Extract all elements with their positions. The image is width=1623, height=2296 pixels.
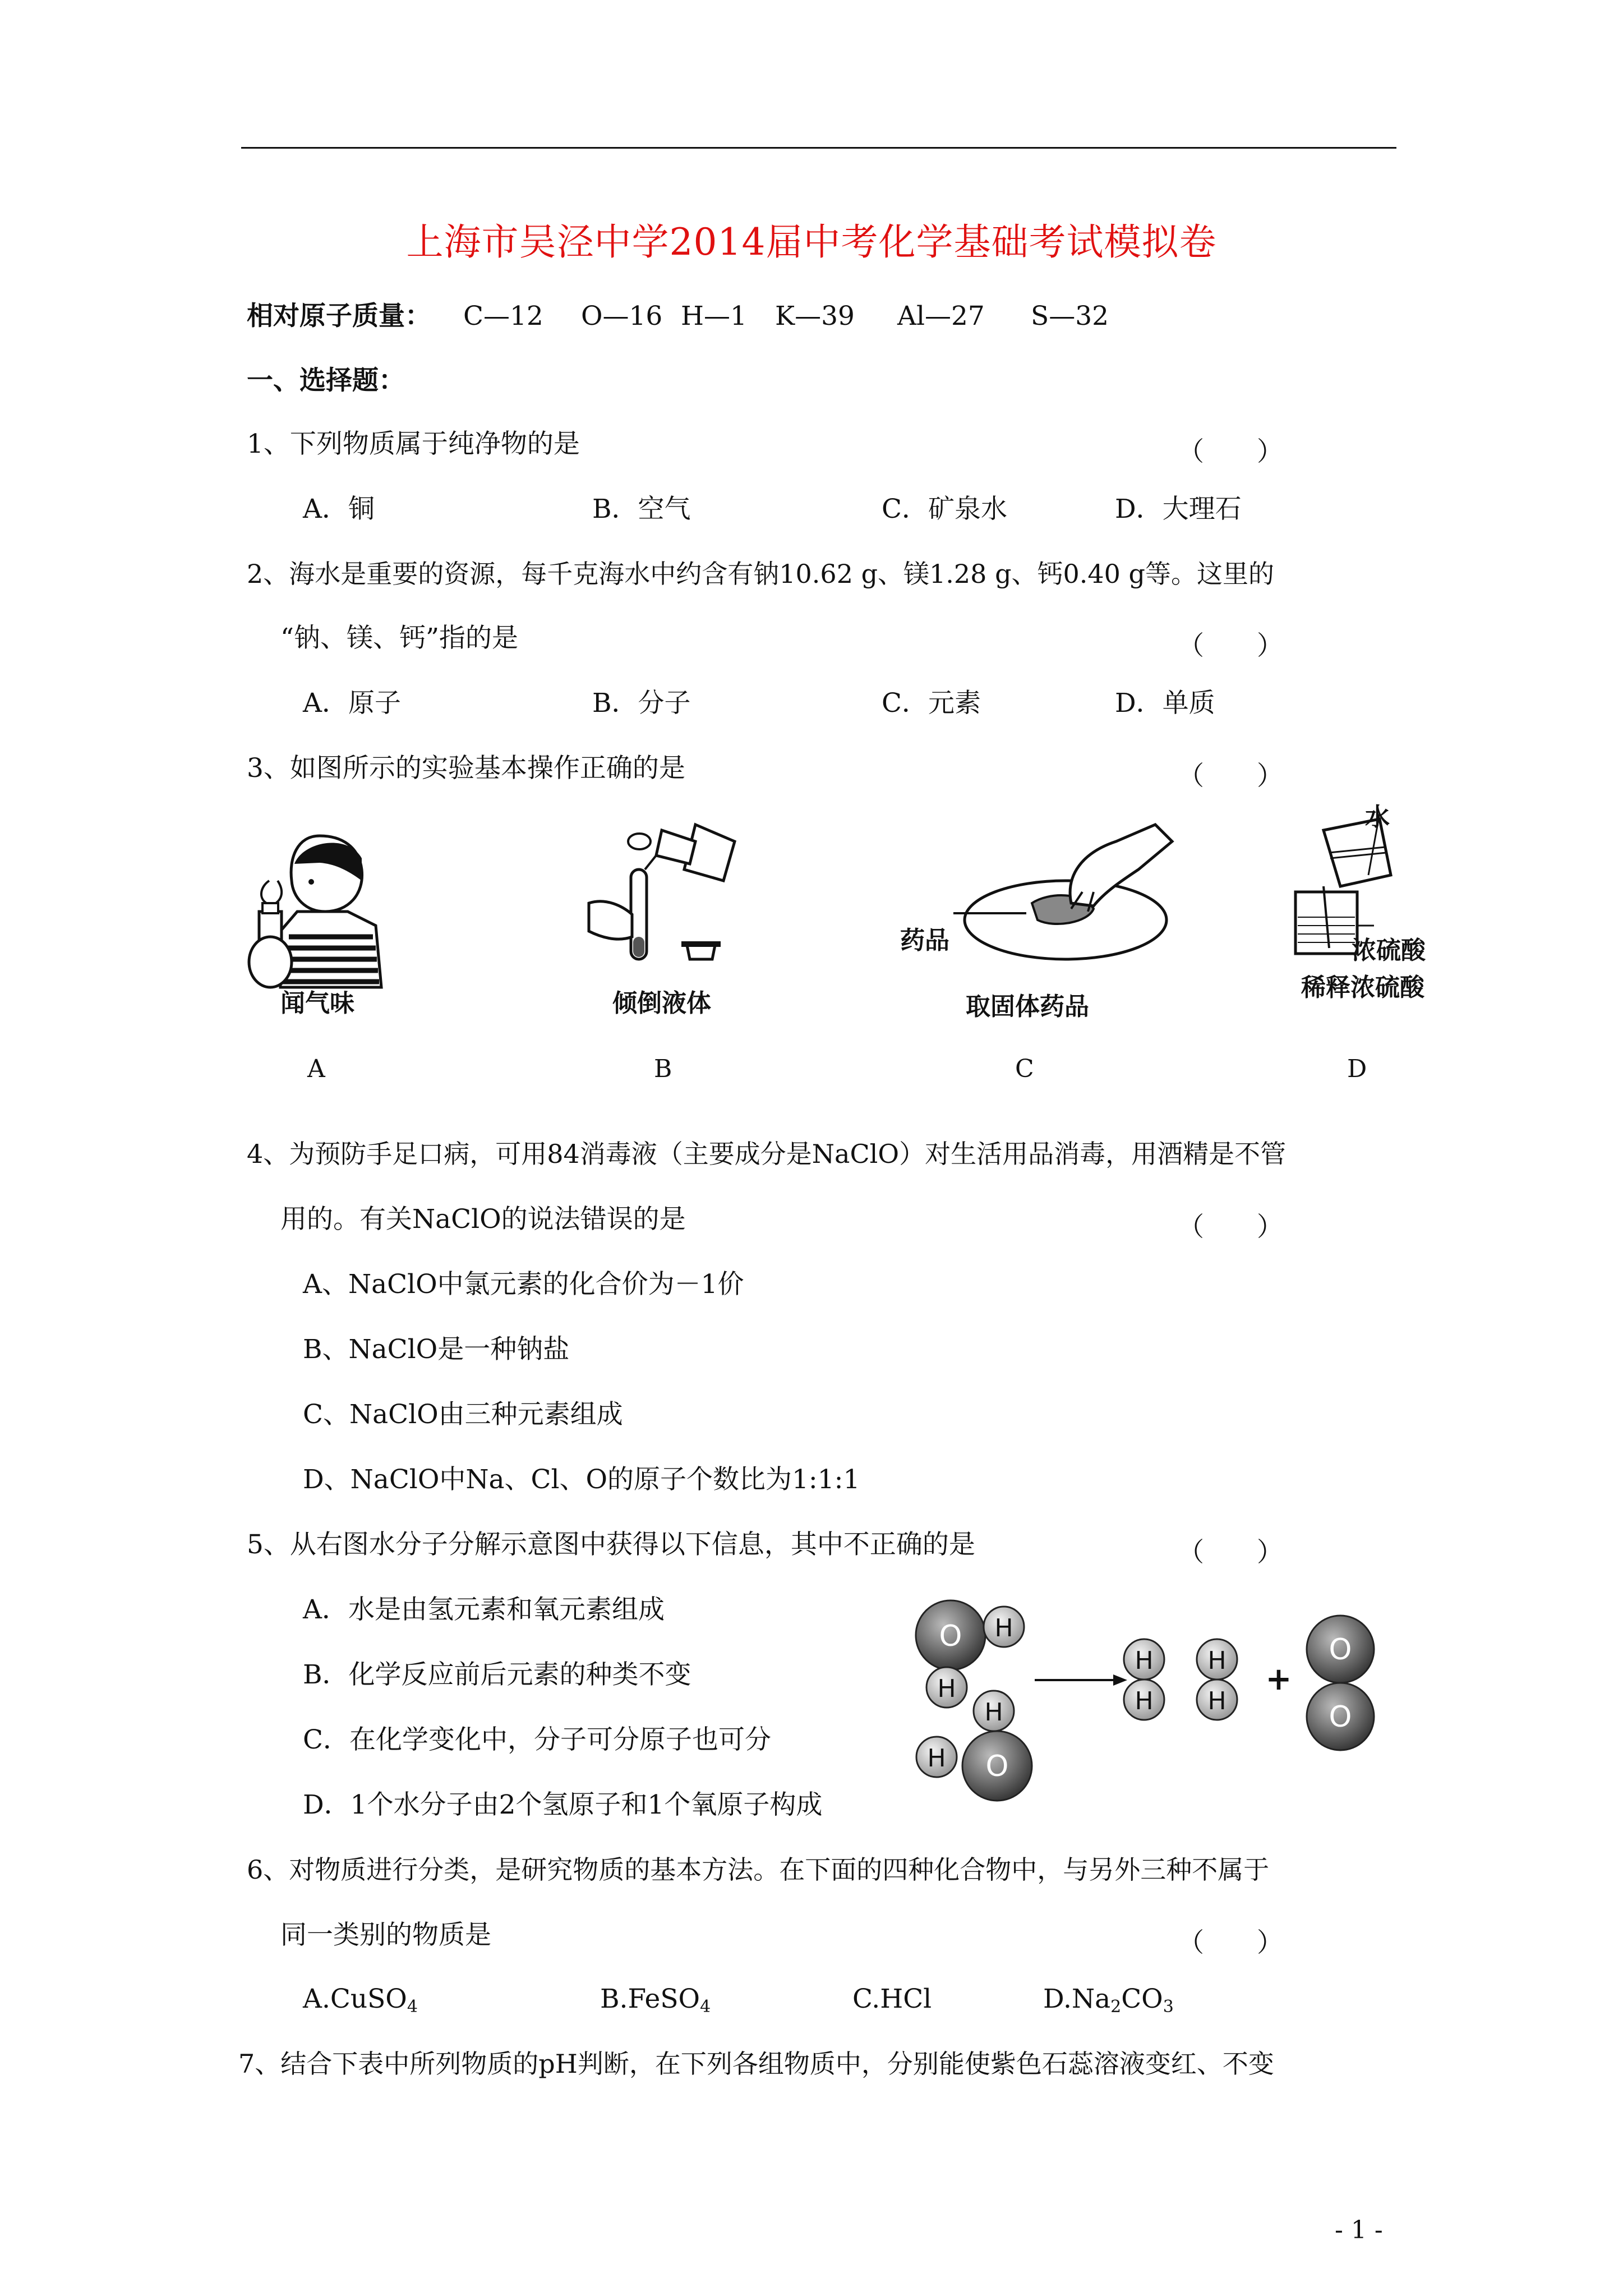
- figure-d-acid-label: 浓硫酸: [1352, 936, 1426, 965]
- q5-option-a: A．水是由氢元素和氧元素组成: [303, 1594, 665, 1625]
- page-title: 上海市吴泾中学2014届中考化学基础考试模拟卷: [406, 220, 1217, 264]
- answer-paren: （ ）: [1178, 631, 1283, 661]
- q4-option-a: A、NaClO中氯元素的化合价为－1价: [303, 1269, 744, 1300]
- figure-letter-d: D: [1347, 1055, 1367, 1083]
- q4-stem-line2: 用的。有关NaClO的说法错误的是: [280, 1204, 686, 1235]
- oxygen-molecule: [1307, 1616, 1374, 1750]
- q6-option-c: C.HCl: [852, 1984, 932, 2014]
- q6-stem-line1: 6、对物质进行分类，是研究物质的基本方法。在下面的四种化合物中，与另外三种不属于: [247, 1855, 1270, 1885]
- q4-stem-line1: 4、为预防手足口病，可用84消毒液（主要成分是NaClO）对生活用品消毒，用酒精是不管: [247, 1139, 1287, 1169]
- q2-option-c: C．元素: [882, 688, 981, 719]
- header-rule: [241, 147, 1396, 149]
- hydrogen-molecule: [1197, 1639, 1237, 1720]
- q7-stem: 7、结合下表中所列物质的pH判断，在下列各组物质中，分别能使紫色石蕊溶液变红、不变: [238, 2049, 1274, 2079]
- answer-paren: （ ）: [1178, 1212, 1283, 1243]
- atomic-mass-item: O—16: [581, 301, 663, 332]
- answer-paren: （ ）: [1178, 1537, 1283, 1568]
- hydrogen-molecule: [1124, 1639, 1164, 1720]
- atom-o-label: O: [1329, 1700, 1352, 1734]
- q6-option-d: $D.Na_2CO_3$: [1043, 1984, 1174, 2017]
- atom-h-label: H: [994, 1614, 1013, 1642]
- atomic-mass-label: 相对原子质量：: [247, 301, 431, 332]
- plus-sign: +: [1265, 1661, 1292, 1697]
- q4-option-d: D、NaClO中Na、Cl、O的原子个数比为1:1:1: [303, 1464, 860, 1495]
- figure-take-solid: [953, 808, 1178, 976]
- atom-h-label: H: [1135, 1646, 1154, 1675]
- atomic-mass-item: H—1: [681, 301, 747, 332]
- figure-pour-liquid: [578, 808, 746, 987]
- figure-d-caption: 稀释浓硫酸: [1301, 973, 1424, 1002]
- q2-option-d: D．单质: [1115, 688, 1215, 719]
- q6-option-b: B.FeSO$_4$: [600, 1984, 711, 2017]
- q2-stem-line1: 2、海水是重要的资源，每千克海水中约含有钠10.62 g、镁1.28 g、钙0.40 g等。这里的: [247, 559, 1275, 589]
- q6-stem-line2: 同一类别的物质是: [280, 1920, 491, 1950]
- q1-option-b: B．空气: [592, 494, 691, 524]
- q5-option-b: B．化学反应前后元素的种类不变: [303, 1659, 691, 1690]
- answer-paren: （ ）: [1178, 761, 1283, 792]
- q1-option-c: C．矿泉水: [882, 494, 1007, 524]
- figure-c-reagent-label: 药品: [900, 926, 949, 955]
- q1-option-a: A．铜: [303, 494, 375, 524]
- water-molecule: [916, 1600, 1024, 1708]
- q1-stem: 1、下列物质属于纯净物的是: [247, 429, 580, 459]
- q2-stem-line2: “钠、镁、钙”指的是: [280, 623, 519, 654]
- atom-h-label: H: [937, 1674, 956, 1703]
- q5-option-d: D．1个水分子由2个氢原子和1个氧原子构成: [303, 1789, 823, 1820]
- figure-d-water-label: 水: [1365, 803, 1390, 831]
- atom-o-label: O: [1329, 1633, 1352, 1667]
- water-decomposition-diagram: [909, 1593, 1402, 1818]
- answer-paren: （ ）: [1178, 1927, 1283, 1958]
- atom-o-label: O: [985, 1750, 1009, 1783]
- q4-option-b: B、NaClO是一种钠盐: [303, 1334, 570, 1365]
- atomic-mass-item: C—12: [463, 301, 543, 332]
- figure-letter-c: C: [1015, 1055, 1034, 1083]
- section-heading: 一、选择题：: [247, 365, 405, 396]
- q2-option-b: B．分子: [592, 688, 691, 719]
- figure-letter-b: B: [654, 1055, 672, 1083]
- atomic-mass-item: Al—27: [897, 301, 985, 332]
- q4-option-c: C、NaClO由三种元素组成: [303, 1399, 623, 1430]
- q5-option-c: C．在化学变化中，分子可分原子也可分: [303, 1724, 771, 1755]
- atomic-mass-item: K—39: [775, 301, 855, 332]
- q6-option-a: A.CuSO$_4$: [303, 1984, 418, 2017]
- figure-c-caption: 取固体药品: [966, 992, 1089, 1021]
- figure-smell-gas: [236, 819, 404, 993]
- figure-b-caption: 倾倒液体: [612, 989, 711, 1018]
- q1-option-d: D．大理石: [1115, 494, 1242, 524]
- water-molecule: [916, 1691, 1032, 1801]
- atom-h-label: H: [1207, 1687, 1227, 1715]
- q5-stem: 5、从右图水分子分解示意图中获得以下信息，其中不正确的是: [247, 1529, 975, 1560]
- q2-option-a: A．原子: [303, 688, 401, 719]
- atom-h-label: H: [984, 1698, 1003, 1727]
- figure-a-caption: 闻气味: [280, 989, 354, 1018]
- atomic-mass-item: S—32: [1031, 301, 1109, 332]
- atom-o-label: O: [939, 1619, 962, 1653]
- answer-paren: （ ）: [1178, 436, 1283, 467]
- figure-letter-a: A: [307, 1055, 325, 1083]
- page-number: - 1 -: [1335, 2216, 1383, 2244]
- atom-h-label: H: [1207, 1646, 1227, 1675]
- atom-h-label: H: [927, 1744, 946, 1773]
- atom-h-label: H: [1135, 1687, 1154, 1715]
- q3-stem: 3、如图所示的实验基本操作正确的是: [247, 753, 685, 784]
